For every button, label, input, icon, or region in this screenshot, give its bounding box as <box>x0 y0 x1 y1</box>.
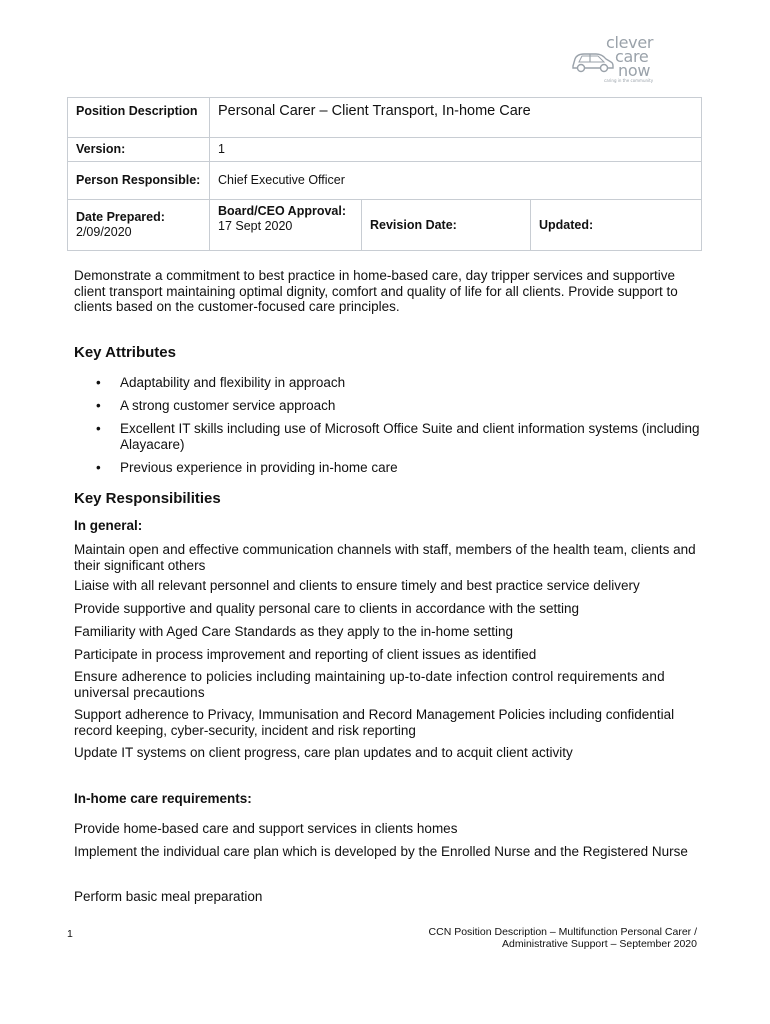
company-logo <box>570 34 670 88</box>
attribute-item: Excellent IT skills including use of Microsoft Office Suite and client information systems (including Alayacare) <box>120 421 700 452</box>
approval-value: 17 Sept 2020 <box>218 219 293 233</box>
responsibility-item: Liaise with all relevant personnel and clients to ensure timely and best practice service delivery <box>74 578 640 593</box>
person-responsible-label: Person Responsible: <box>68 162 210 200</box>
footer-line: CCN Position Description – Multifunction Personal Carer / <box>428 926 697 938</box>
responsibility-item: Provide supportive and quality personal care to clients in accordance with the setting <box>74 601 580 616</box>
bullet-icon: • <box>96 398 101 413</box>
person-responsible-value: Chief Executive Officer <box>210 162 702 200</box>
approval-cell <box>210 200 362 251</box>
date-prepared-value: 2/09/2020 <box>76 225 132 239</box>
page-number: 1 <box>67 928 73 940</box>
inhome-item: Perform basic meal preparation <box>74 889 263 904</box>
footer-text <box>380 926 697 950</box>
date-prepared-cell <box>68 200 210 251</box>
logo-word-clever: clever <box>606 33 654 52</box>
position-description-label: Position Description <box>68 98 210 138</box>
responsibility-item: Participate in process improvement and reporting of client issues as identified <box>74 647 537 662</box>
attribute-item: Adaptability and flexibility in approach <box>120 375 346 390</box>
attribute-item: A strong customer service approach <box>120 398 336 413</box>
approval-label: Board/CEO Approval: <box>218 204 347 218</box>
revision-date-label: Revision Date: <box>362 200 531 251</box>
responsibility-item: Maintain open and effective communication channels with staff, members of the health team, clients and their significant others <box>74 542 696 573</box>
responsibility-item: Ensure adherence to policies including maintaining up-to-date infection control requirements and universal precautions <box>74 669 665 700</box>
responsibility-item: Familiarity with Aged Care Standards as they apply to the in-home setting <box>74 624 513 639</box>
inhome-item: Implement the individual care plan which is developed by the Enrolled Nurse and the Registered Nurse <box>74 844 688 859</box>
updated-label: Updated: <box>531 200 702 251</box>
position-description-value: Personal Carer – Client Transport, In-home Care <box>210 98 702 138</box>
responsibility-item: Support adherence to Privacy, Immunisation and Record Management Policies including confidential record keeping, cyber-security, incident and risk reporting <box>74 707 675 738</box>
in-general-heading: In general: <box>74 518 143 533</box>
intro-paragraph: Demonstrate a commitment to best practice in home-based care, day tripper services and supportive client transport maintaining optimal dignity, comfort and quality of life for all clients. Provide support to clients based on the customer-focused care principles. <box>74 268 678 314</box>
inhome-heading: In-home care requirements: <box>74 791 252 806</box>
attribute-item: Previous experience in providing in-home care <box>120 460 398 475</box>
logo-word-care: care <box>615 47 649 66</box>
footer-line: Administrative Support – September 2020 <box>502 938 697 950</box>
logo-word-now: now <box>618 61 651 80</box>
bullet-icon: • <box>96 375 101 390</box>
responsibility-item: Update IT systems on client progress, care plan updates and to acquit client activity <box>74 745 573 760</box>
key-attributes-heading: Key Attributes <box>74 344 176 361</box>
inhome-item: Provide home-based care and support services in clients homes <box>74 821 458 836</box>
bullet-icon: • <box>96 460 101 475</box>
date-prepared-label: Date Prepared: <box>76 210 165 224</box>
key-responsibilities-heading: Key Responsibilities <box>74 490 221 507</box>
version-label: Version: <box>68 138 210 162</box>
version-value: 1 <box>210 138 702 162</box>
logo-tagline: caring in the community <box>604 78 654 83</box>
bullet-icon: • <box>96 421 101 436</box>
position-table <box>67 97 702 251</box>
